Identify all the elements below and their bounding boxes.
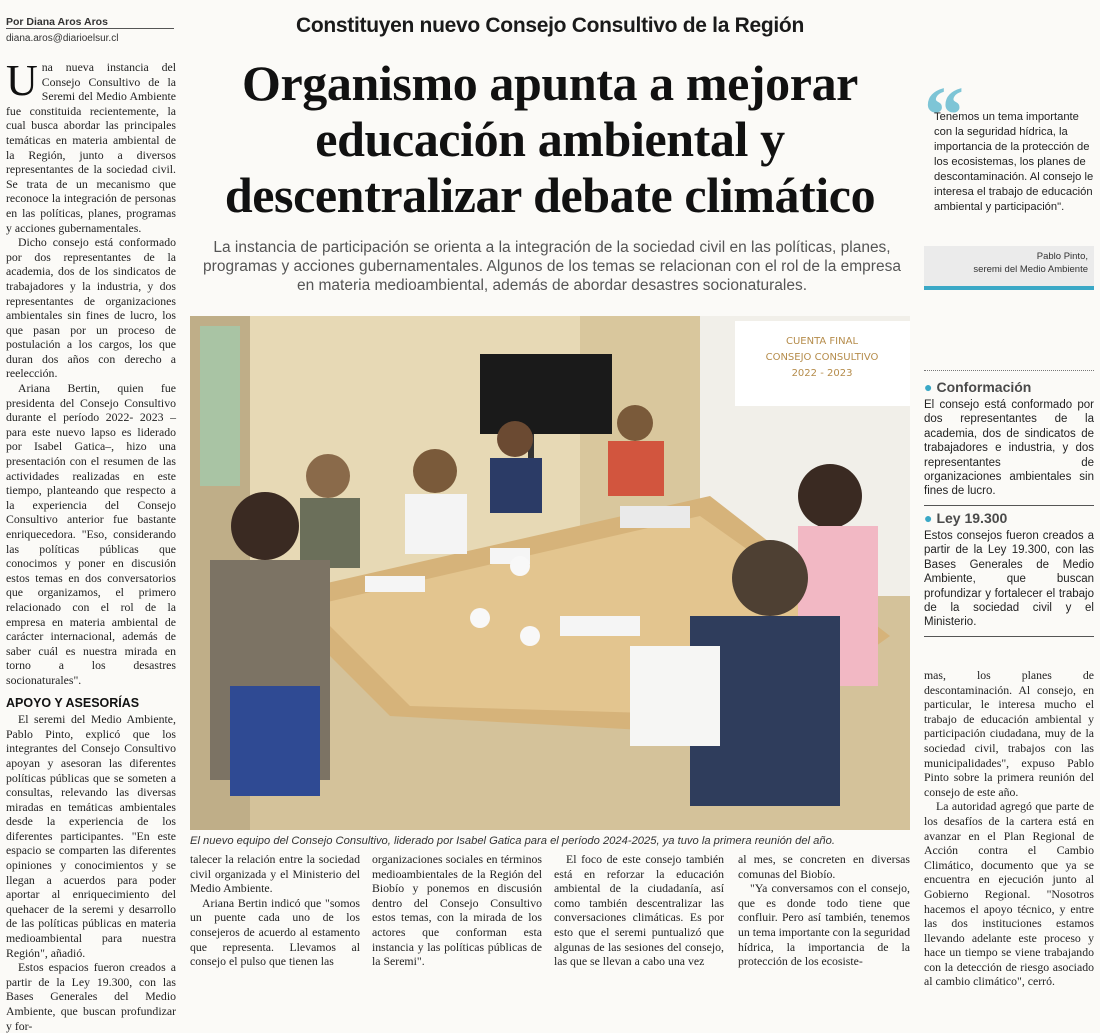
bullet-dot-icon: ● xyxy=(924,510,933,526)
section-subhead: APOYO Y ASESORÍAS xyxy=(6,695,140,710)
body-text: na nueva instancia del Consejo Consultivo de la Seremi del Medio Ambiente fue constituida recientemente, la cual busca abordar las principales temáticas en materia ambiental de la Región, junto a diversos representantes de la sociedad civil. Se trata de un mecanismo que reconoce la integración de personas en las políticas, planes, programas y acciones gubernamentales. xyxy=(6,60,176,235)
body-paragraph: El seremi del Medio Ambiente, Pablo Pinto, explicó que los integrantes del Consejo Consultivo apoyan y asesoran las diferentes políticas públicas que se someten a consultas, relevando las diversas miradas en temáticas ambientales desde la experiencia de los diferentes participantes. "En este espacio se comparten las diferentes opiniones y conocimientos y se llegan a acuerdos para poder aportar al enriquecimiento del quehacer de la seremi y desarrollo de las políticas públicas en materia medioambiental para nuestra Región", añadió. xyxy=(6,712,176,960)
svg-text:2022 - 2023: 2022 - 2023 xyxy=(791,368,853,379)
drop-cap: U xyxy=(6,56,38,105)
sidebar-title xyxy=(924,510,1094,526)
pull-quote-attribution xyxy=(924,246,1094,290)
sidebar-body: El consejo está conformado por dos representantes de la academia, dos de sindicatos de trabajadores e industria, y dos representantes de organizaciones ambientales sin fines de lucro. xyxy=(924,399,1094,498)
body-paragraph xyxy=(6,56,176,235)
byline xyxy=(6,16,174,29)
pull-quote-text: Tenemos un tema importante con la seguridad hídrica, la importancia de la protección de los ecosistemas, los planes de descontaminación. Al consejo le interesa el trabajo de educación ambiental y participación". xyxy=(934,111,1094,213)
divider xyxy=(924,636,1094,637)
svg-text:CONSEJO CONSULTIVO: CONSEJO CONSULTIVO xyxy=(765,352,879,363)
divider xyxy=(924,505,1094,506)
body-paragraph: mas, los planes de descontaminación. Al consejo, en particular, le interesa mucho el trabajo de educación ambiental y participación ciudadana, muy de la sociedad civil, trabajos con las municipalidades", expuso Pablo Pinto sobre la primera reunión del consejo de este año. xyxy=(924,668,1094,799)
meeting-photo xyxy=(190,316,910,830)
body-paragraph: La autoridad agregó que parte de los desafíos de la cartera está en avanzar en el Plan Regional de Acción contra el Cambio Climático, documento que ya se encuentra en ejecución junto al Gobierno Regional. "Nosotros hacemos el apoyo técnico, y entre las dos instituciones estamos llevando adelante este proceso y hace un tiempo se viene trabajando con la detección de riesgo asociado al cambio climático", cerró. xyxy=(924,799,1094,989)
divider xyxy=(924,370,1094,371)
sidebar-title-text: Conformación xyxy=(936,379,1032,395)
sidebar-conformacion xyxy=(924,370,1094,506)
sidebar-ley xyxy=(924,510,1094,637)
meeting-photo-illustration xyxy=(190,316,910,830)
bullet-dot-icon: ● xyxy=(924,379,933,395)
body-column-5 xyxy=(738,852,910,969)
body-column-2 xyxy=(190,852,360,969)
headline: Organismo apunta a mejorar educación ambiental y descentralizar debate climático xyxy=(224,55,876,223)
pull-quote xyxy=(924,72,1094,288)
body-column-6 xyxy=(924,668,1094,989)
body-paragraph: "Ya conversamos con el consejo, que es donde todo tiene que confluir. Pero así también, tenemos un tema importante con la seguridad hídrica, la importancia de la protección de los ecosiste- xyxy=(738,881,910,969)
sidebar-body: Estos consejos fueron creados a partir de la Ley 19.300, con las Bases Generales de Medio Ambiente, que buscan profundizar y fortalecer el trabajo de la sociedad civil y el Ministerio. xyxy=(924,530,1094,629)
body-paragraph: al mes, se concreten en diversas comunas del Biobío. xyxy=(738,852,910,881)
body-paragraph: El foco de este consejo también está en reforzar la educación ambiental de la ciudadanía, así como también descentralizar las conversaciones climáticas. Es por esto que el seremi puntualizó que algunas de las sesiones del consejo, las que se llevan a cabo una vez xyxy=(554,852,724,969)
body-column-1 xyxy=(6,56,176,1033)
quote-speaker-name: Pablo Pinto, xyxy=(1036,251,1088,262)
sidebar-title-text: Ley 19.300 xyxy=(936,510,1008,526)
body-paragraph: Ariana Bertin, quien fue presidenta del Consejo Consultivo durante el período 2022- 2023 –para este nuevo lapso es liderado por Isabel Gatica–, hizo una presentación con el resumen de las actividades realizadas en este tiempo, planteando que respecto a la experiencia del Consejo Consultivo anterior fue bastante enriquecedora. "Eso, considerando las políticas públicas que conocimos y poner en discusión estos temas en dos conversatorios que organizamos, el primero relacionado con el rol de la empresa en materia ambiental de carácter internacional, además de saber cuál es nuestra mirada en torno a los desastres socionaturales". xyxy=(6,381,176,687)
author-name: Por Diana Aros Aros xyxy=(6,16,108,28)
svg-text:CUENTA FINAL: CUENTA FINAL xyxy=(785,336,859,347)
author-email[interactable]: diana.aros@diarioelsur.cl xyxy=(6,33,119,44)
kicker: Constituyen nuevo Consejo Consultivo de la Región xyxy=(295,14,804,37)
body-paragraph: talecer la relación entre la sociedad civil organizada y el Ministerio del Medio Ambiente. xyxy=(190,852,360,896)
deck: La instancia de participación se orienta a la integración de la sociedad civil en las políticas, planes, programas y acciones gubernamentales. Algunos de los temas se relacionan con el rol de la empresa en materia medioambiental, además de abordar desastres socionaturales. xyxy=(203,239,901,294)
body-column-4 xyxy=(554,852,724,969)
quote-speaker-role: seremi del Medio Ambiente xyxy=(973,264,1088,275)
body-paragraph: Dicho consejo está conformado por dos representantes de la academia, dos de los sindicatos de trabajadores y la industria, y dos representantes de organizaciones ambientales sin fines de lucro, los que pasan por un proceso de postulación a los cargos, los que duran dos años con derecho a reelección. xyxy=(6,235,176,381)
body-column-3 xyxy=(372,852,542,969)
body-paragraph: Ariana Bertin indicó que "somos un puente cada uno de los consejeros de acuerdo al estamento que representa. Llevamos al consejo el pulso que tienen las xyxy=(190,895,360,969)
body-paragraph: organizaciones sociales en términos medioambientales de la Región del Biobío y ponemos en discusión dentro del Consejo Consultivo estos temas, con la mirada de los actores que conforman esta instancia y las políticas públicas de la Seremi". xyxy=(372,852,542,969)
body-paragraph: Estos espacios fueron creados a partir de la Ley 19.300, con las Bases Generales del Medio Ambiente, que buscan profundizar y for- xyxy=(6,960,176,1033)
photo-caption: El nuevo equipo del Consejo Consultivo, liderado por Isabel Gatica para el período 2024-2025, ya tuvo la primera reunión del año. xyxy=(190,835,835,847)
quote-mark-icon: “ xyxy=(924,72,964,160)
sidebar-title xyxy=(924,379,1094,395)
